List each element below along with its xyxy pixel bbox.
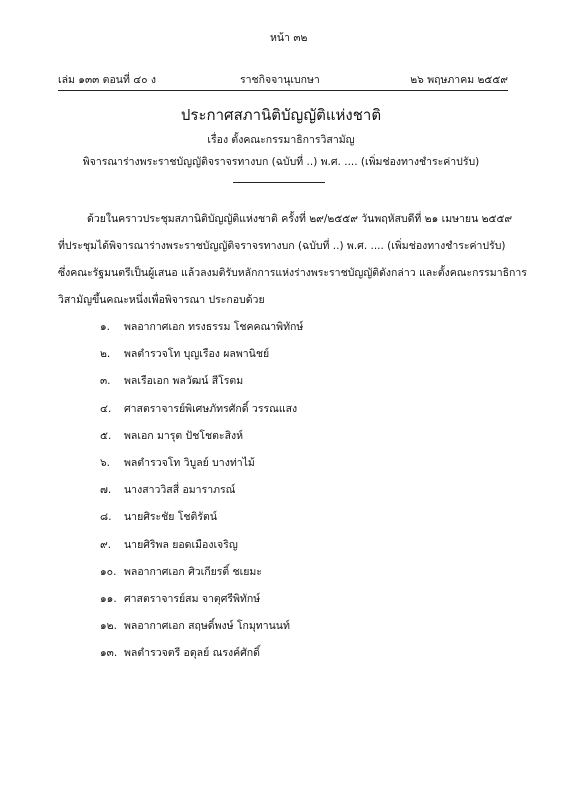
item-number: ๑๐. — [100, 565, 117, 578]
member-name: พลเรือเอก พลวัฒน์ สีโรตม — [124, 375, 244, 388]
member-name: พลอากาศเอก สฤษดิ์พงษ์ โกมุทานนท์ — [124, 620, 290, 633]
member-name: พลตำรวจตรี อดุลย์ ณรงค์ศักดิ์ — [124, 647, 260, 660]
subject-line: เรื่อง ตั้งคณะกรรมาธิการวิสามัญ — [207, 134, 355, 146]
member-name: พลอากาศเอก ทรงธรรม โชคคณาพิทักษ์ — [124, 321, 304, 333]
paragraph-line: วิสามัญขึ้นคณะหนึ่งเพื่อพิจารณา ประกอบด้วย — [58, 294, 265, 306]
member-name: พลอากาศเอก ศิวเกียรติ์ ชเยมะ — [124, 565, 262, 578]
member-name: ศาสตราจารย์สม จาตุศรีพิทักษ์ — [124, 592, 261, 605]
item-number: ๗. — [100, 484, 112, 497]
page-number: หน้า ๓๒ — [270, 32, 308, 44]
volume-issue: เล่ม ๑๓๓ ตอนที่ ๔๐ ง — [58, 74, 157, 86]
member-name: พลตำรวจโท วิบูลย์ บางท่าไม้ — [124, 456, 255, 469]
item-number: ๕. — [100, 429, 112, 442]
member-name: พลเอก มารุต ปัชโชตะสิงห์ — [124, 429, 244, 442]
member-name: นายศิริพล ยอดเมืองเจริญ — [124, 538, 238, 551]
item-number: ๘. — [100, 511, 112, 524]
subject-detail-line: พิจารณาร่างพระราชบัญญัติจราจรทางบก (ฉบับที่ ..) พ.ศ. .... (เพิ่มช่องทางชำระค่าปรับ) — [82, 156, 480, 168]
item-number: ๙. — [100, 538, 112, 551]
item-number: ๖. — [100, 456, 111, 469]
paragraph-line: ด้วยในคราวประชุมสภานิติบัญญัติแห่งชาติ ครั้งที่ ๒๙/๒๕๕๙ วันพฤหัสบดีที่ ๒๑ เมษายน ๒๕๕๙ — [87, 213, 513, 225]
item-number: ๑๒. — [100, 620, 117, 633]
paragraph-line: ที่ประชุมได้พิจารณาร่างพระราชบัญญัติจราจรทางบก (ฉบับที่ ..) พ.ศ. .... (เพิ่มช่องทางชำระค่าปรับ) — [58, 240, 506, 252]
item-number: ๒. — [100, 348, 111, 361]
member-name: พลตำรวจโท บุญเรือง ผลพานิชย์ — [124, 348, 270, 361]
item-number: ๑. — [100, 321, 111, 333]
paragraph-line: ซึ่งคณะรัฐมนตรีเป็นผู้เสนอ แล้วลงมติรับหลักการแห่งร่างพระราชบัญญัติดังกล่าว และตั้งคณะกรรมาธิการ — [58, 267, 527, 279]
item-number: ๔. — [100, 402, 112, 415]
item-number: ๑๑. — [100, 592, 117, 605]
gazette-name: ราชกิจจานุเบกษา — [240, 74, 320, 86]
member-name: นายศิระชัย โชติรัตน์ — [124, 511, 218, 524]
member-name: ศาสตราจารย์พิเศษภัทรศักดิ์ วรรณแสง — [124, 402, 298, 415]
item-number: ๑๓. — [100, 647, 118, 660]
title-divider — [233, 182, 325, 183]
publication-date: ๒๖ พฤษภาคม ๒๕๕๙ — [410, 74, 508, 86]
member-name: นางสาววิสสี่ อมาราภรณ์ — [124, 484, 236, 497]
header-divider — [58, 90, 508, 91]
item-number: ๓. — [100, 375, 111, 388]
document-title: ประกาศสภานิติบัญญัติแห่งชาติ — [180, 106, 382, 124]
